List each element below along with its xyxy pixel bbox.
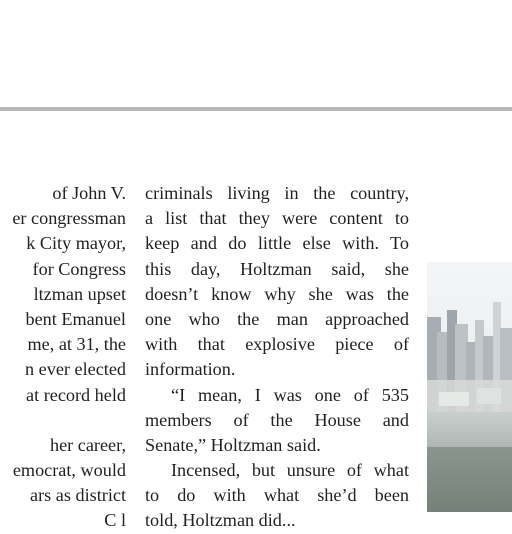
text-line — [0, 408, 126, 433]
text-line: doesn’t know why she was the — [145, 283, 409, 304]
text-line: members of the House and — [145, 409, 409, 430]
text-line: with that explosive piece of — [145, 334, 409, 355]
text-line: for Congress — [32, 258, 126, 279]
text-line: a list that they were content to — [145, 208, 409, 229]
text-line: this day, Holtzman said, she — [145, 258, 409, 279]
middle-text-column — [145, 181, 409, 534]
text-line: “I mean, I was one of 535 — [171, 384, 409, 405]
text-line: to do with what she’d been — [145, 485, 409, 506]
text-line: one who the man approached — [145, 308, 409, 329]
text-line: emocrat, would — [12, 460, 126, 481]
text-line: told, Holtzman did... — [145, 510, 296, 531]
text-line: bent Emanuel — [25, 308, 126, 329]
text-line: ltzman upset — [33, 283, 126, 304]
left-text-column — [0, 181, 126, 534]
text-line: of John V. — [52, 183, 126, 203]
top-divider-rule — [0, 107, 512, 111]
photo-graphic — [427, 262, 512, 512]
text-line: C l — [104, 510, 126, 531]
text-line: Incensed, but unsure of what — [171, 460, 409, 481]
text-line: me, at 31, the — [27, 334, 126, 355]
text-line: her career, — [50, 434, 126, 455]
text-line: er congressman — [12, 208, 126, 229]
text-line: Senate,” Holtzman said. — [145, 434, 321, 455]
text-line: information. — [145, 359, 236, 380]
city-skyline-photo — [427, 262, 512, 512]
text-line: criminals living in the country, — [145, 183, 409, 203]
text-line: keep and do little else with. To — [145, 233, 409, 254]
text-line: n ever elected — [25, 359, 126, 380]
text-line: k City mayor, — [26, 233, 126, 254]
text-line: at record held — [26, 384, 126, 405]
text-line: ars as district — [30, 485, 126, 506]
